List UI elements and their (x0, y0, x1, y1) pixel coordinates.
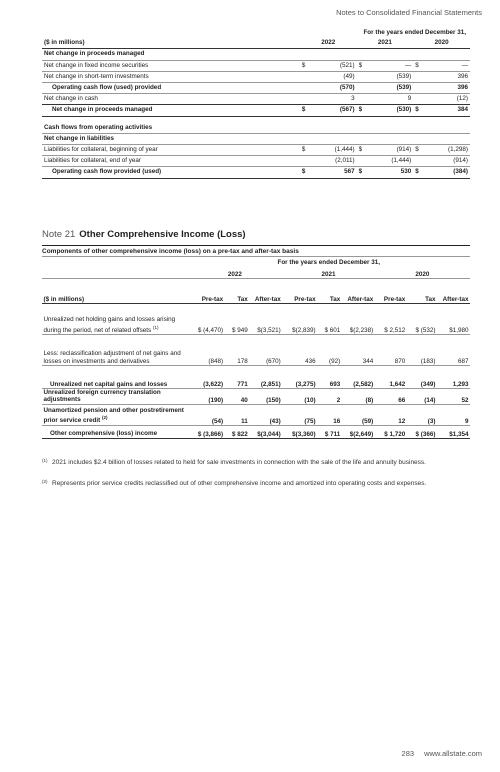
table-value: — (368, 60, 413, 71)
currency-sign (357, 71, 368, 82)
table-value: 12 (375, 404, 407, 425)
table-value: 344 (342, 335, 375, 366)
table-value: 52 (437, 389, 470, 405)
table-value: (570) (311, 83, 356, 94)
row-label: Operating cash flow provided (used) (42, 167, 300, 178)
table-value: (190) (188, 389, 225, 405)
currency-sign (413, 94, 424, 105)
table-value: (1,298) (425, 145, 470, 156)
row-label-text: Unrealized net holding gains and losses arising during the period, net of related offsets (43, 316, 176, 334)
row-label (42, 425, 188, 438)
row-label-text: Other comprehensive (loss) income (50, 430, 158, 438)
currency-sign (357, 94, 368, 105)
note-title: Other Comprehensive Income (Loss) (79, 229, 246, 240)
table-value: $(2,238) (342, 304, 375, 335)
table-row (42, 60, 470, 71)
table-value: (2,851) (249, 366, 282, 389)
table-row (42, 123, 470, 134)
currency-sign: $ (300, 60, 311, 71)
table-value: (349) (407, 366, 437, 389)
table-row (42, 71, 470, 82)
table-value: (670) (249, 335, 282, 366)
currency-sign (357, 156, 368, 167)
table-value: (530) (368, 105, 413, 116)
footnote-2 (42, 480, 470, 488)
row-label-text: Unrealized net capital gains and losses (50, 380, 168, 388)
table-value: 396 (425, 83, 470, 94)
proceeds-managed-table (42, 28, 470, 179)
unit-label: ($ in millions) (42, 38, 300, 49)
table-value: $ 601 (317, 304, 342, 335)
table-row (42, 404, 470, 425)
column-header: After-tax (249, 279, 282, 304)
column-header: Tax (317, 279, 342, 304)
currency-sign: $ (357, 60, 368, 71)
column-header: Tax (407, 279, 437, 304)
table-period-row (42, 28, 470, 38)
oci-table-title: Components of other comprehensive income (loss) on a pre-tax and after-tax basis (42, 245, 470, 257)
table-cell (42, 266, 188, 279)
row-label: Net change in liabilities (42, 133, 300, 144)
table-value: (848) (188, 335, 225, 366)
table-value: (1,444) (368, 156, 413, 167)
table-value: (75) (282, 404, 317, 425)
footnote-mark: (1) (42, 458, 48, 463)
table-period-row (42, 259, 470, 266)
row-label: Net change in short-term investments (42, 71, 300, 82)
table-value: $(2,649) (342, 425, 375, 438)
row-label: Net change in proceeds managed (42, 49, 300, 60)
page-number: 283 (401, 749, 415, 758)
year-header: 2021 (282, 266, 374, 279)
note-number: Note 21 (42, 229, 76, 240)
table-value: (567) (311, 105, 356, 116)
row-label-text: Unamortized pension and other postretirement prior service credit (43, 406, 184, 425)
row-label: Net change in proceeds managed (42, 105, 300, 116)
table-value: $ (532) (407, 304, 437, 335)
unit-label: ($ in millions) (42, 279, 188, 304)
table-row (42, 94, 470, 105)
table-year-row (42, 266, 470, 279)
row-label: Liabilities for collateral, beginning of year (42, 145, 300, 156)
table-row (42, 156, 470, 167)
currency-sign (413, 71, 424, 82)
column-header: Tax (225, 279, 250, 304)
table-cell (42, 28, 300, 38)
table-row (42, 133, 470, 144)
row-label-text: Less: reclassification adjustment of net gains and losses on investments and derivatives (43, 350, 181, 365)
table-value: (183) (407, 335, 437, 366)
year-header: 2020 (375, 266, 470, 279)
table-value: (1,444) (311, 145, 356, 156)
row-label: Cash flows from operating activities (42, 123, 300, 134)
table-value: (92) (317, 335, 342, 366)
table-value: $ (4,470) (188, 304, 225, 335)
table-cell (300, 123, 470, 134)
table-value: 396 (425, 71, 470, 82)
table-value: $ 822 (225, 425, 250, 438)
site-link[interactable]: www.allstate.com (424, 749, 482, 758)
currency-sign: $ (357, 105, 368, 116)
currency-sign: $ (357, 167, 368, 178)
year-header: 2021 (357, 38, 414, 49)
table-value: 870 (375, 335, 407, 366)
table-value: $ 711 (317, 425, 342, 438)
table-value: $ 2,512 (375, 304, 407, 335)
currency-sign (413, 83, 424, 94)
footnote-mark: (2) (42, 479, 48, 484)
column-header: After-tax (437, 279, 470, 304)
table-value: (539) (368, 83, 413, 94)
table-value: (914) (368, 145, 413, 156)
table-value: (150) (249, 389, 282, 405)
table-cell (300, 133, 470, 144)
currency-sign: $ (300, 167, 311, 178)
currency-sign: $ (413, 145, 424, 156)
table-value: 178 (225, 335, 250, 366)
table-value: 687 (437, 335, 470, 366)
page-footer (402, 749, 482, 758)
table-value: (521) (311, 60, 356, 71)
table-value: 1,293 (437, 366, 470, 389)
currency-sign (300, 71, 311, 82)
table-value: (49) (311, 71, 356, 82)
table-value: $(2,839) (282, 304, 317, 335)
footnote-text: 2021 includes $2.4 billion of losses related to held for sale investments in connection with the sale of the life and annuity business. (52, 459, 426, 466)
year-header: 2022 (188, 266, 283, 279)
table-value: 693 (317, 366, 342, 389)
table-value: (3,622) (188, 366, 225, 389)
currency-sign (300, 83, 311, 94)
table-value: 3 (311, 94, 356, 105)
period-header: For the years ended December 31, (277, 259, 381, 266)
column-header: Pre-tax (188, 279, 225, 304)
table-value: (43) (249, 404, 282, 425)
table-value: (54) (188, 404, 225, 425)
table-row (42, 366, 470, 389)
row-label (42, 366, 188, 389)
note-heading (42, 229, 246, 240)
table-row (42, 304, 470, 335)
table-value: (3,275) (282, 366, 317, 389)
table-value: 2 (317, 389, 342, 405)
table-row (42, 105, 470, 116)
table-value: 40 (225, 389, 250, 405)
table-value: (12) (425, 94, 470, 105)
table-value: 9 (437, 404, 470, 425)
table-row (42, 49, 470, 60)
table-value: $(3,044) (249, 425, 282, 438)
table-value: (2,582) (342, 366, 375, 389)
table-row (42, 335, 470, 366)
table-value: (8) (342, 389, 375, 405)
table-value: 66 (375, 389, 407, 405)
table-value: (539) (368, 71, 413, 82)
currency-sign (413, 156, 424, 167)
table-cell (300, 49, 470, 60)
row-label: Net change in fixed income securities (42, 60, 300, 71)
table-value: 771 (225, 366, 250, 389)
table-value: $(3,521) (249, 304, 282, 335)
row-label (42, 304, 188, 335)
footnote-ref: (2) (101, 415, 108, 421)
column-header: Pre-tax (282, 279, 317, 304)
row-label (42, 404, 188, 425)
table-row (42, 389, 470, 405)
table-row (42, 167, 470, 178)
currency-sign (300, 156, 311, 167)
row-label (42, 335, 188, 366)
table-year-row (42, 38, 470, 49)
table-value: 9 (368, 94, 413, 105)
oci-components-table (42, 259, 470, 439)
currency-sign: $ (357, 145, 368, 156)
column-header: Pre-tax (375, 279, 407, 304)
year-header: 2022 (300, 38, 357, 49)
currency-sign: $ (413, 105, 424, 116)
currency-sign: $ (413, 167, 424, 178)
table-value: 384 (425, 105, 470, 116)
column-header: After-tax (342, 279, 375, 304)
table-value: 530 (368, 167, 413, 178)
footnote-1 (42, 459, 470, 467)
row-label: Operating cash flow (used) provided (42, 83, 300, 94)
table-value: $ 1,720 (375, 425, 407, 438)
column-header-row (42, 279, 470, 304)
table-value: $(3,360) (282, 425, 317, 438)
table-row (42, 83, 470, 94)
currency-sign: $ (300, 105, 311, 116)
currency-sign: $ (413, 60, 424, 71)
table-value: 11 (225, 404, 250, 425)
period-header: For the years ended December 31, (363, 29, 466, 36)
table-value: (10) (282, 389, 317, 405)
table-value: $ 949 (225, 304, 250, 335)
row-label (42, 389, 188, 405)
table-value: $ (366) (407, 425, 437, 438)
table-value: $ (3,866) (188, 425, 225, 438)
table-value: 16 (317, 404, 342, 425)
year-header: 2020 (413, 38, 470, 49)
table-value: 1,642 (375, 366, 407, 389)
footnote-ref: (1) (152, 324, 159, 330)
table-row (42, 425, 470, 438)
table-value: (59) (342, 404, 375, 425)
currency-sign: $ (300, 145, 311, 156)
table-value: (914) (425, 156, 470, 167)
currency-sign (357, 83, 368, 94)
table-value: (384) (425, 167, 470, 178)
table-value: (2,011) (311, 156, 356, 167)
table-value: (14) (407, 389, 437, 405)
table-row (42, 145, 470, 156)
table-cell (42, 259, 188, 266)
page-header: Notes to Consolidated Financial Statements (336, 8, 482, 17)
footnote-text: Represents prior service credits reclassified out of other comprehensive income and amortized into operating costs and expenses. (52, 480, 427, 487)
row-label: Liabilities for collateral, end of year (42, 156, 300, 167)
table-value: $1,354 (437, 425, 470, 438)
table-value: — (425, 60, 470, 71)
table-value: 436 (282, 335, 317, 366)
table-value: 567 (311, 167, 356, 178)
row-label-text: Unrealized foreign currency translation adjustments (43, 389, 161, 404)
row-label: Net change in cash (42, 94, 300, 105)
table-value: $1,980 (437, 304, 470, 335)
currency-sign (300, 94, 311, 105)
table-value: (3) (407, 404, 437, 425)
